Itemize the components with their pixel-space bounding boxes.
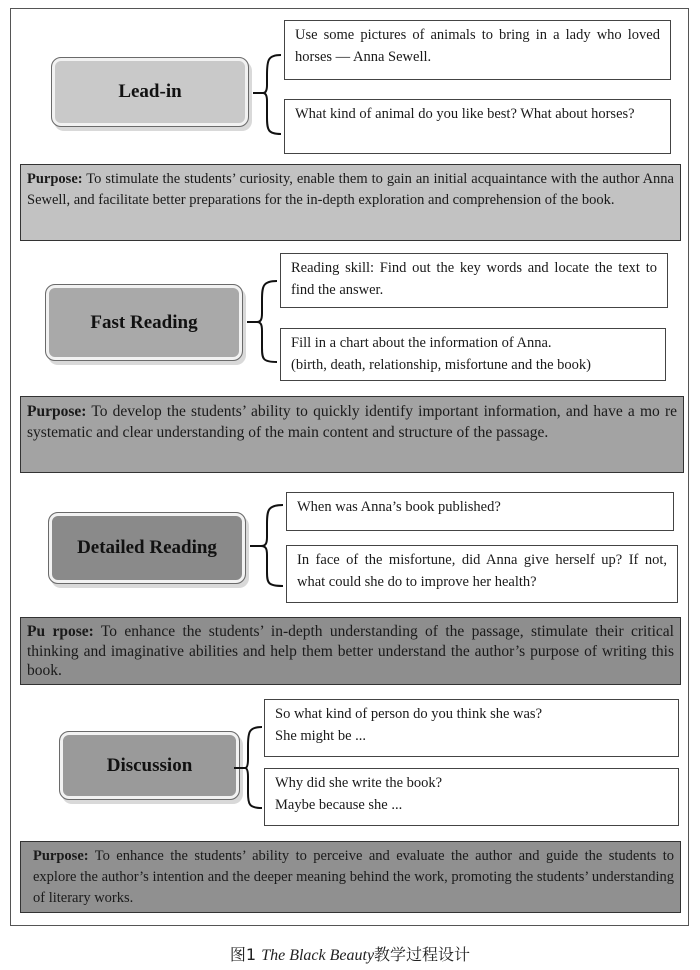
fast-reading-purpose [20,396,684,473]
question-line: She might be ... [275,728,367,744]
purpose-text: To stimulate the students’ curiosity, enable them to gain an initial acquaintance with the author Anna Sewell, and facilitate better preparations for the in-depth exploration and comprehension of the book. [27,171,674,208]
fast-reading-question-1: Reading skill: Find out the key words and locate the text to find the answer. [280,253,668,308]
detailed-reading-purpose [20,617,681,685]
discussion-purpose [20,841,681,913]
stage-detailed-reading: Detailed Reading [48,512,246,584]
purpose-text: To develop the students’ ability to quickly identify important information, and have a mo re systematic and clear understanding of the main content and structure of the passage. [27,403,677,441]
question-line: So what kind of person do you think she was? [275,706,543,722]
question-line: (birth, death, relationship, misfortune and the book) [291,357,591,373]
discussion-question-1 [264,699,679,757]
fast-reading-question-2 [280,328,666,381]
stage-discussion: Discussion [59,731,240,800]
purpose-text: To enhance the students’ ability to perceive and evaluate the author and guide the students to explore the author’s intention and the deeper meaning behind the work, promoting the students’ understanding of literary works. [33,848,674,906]
discussion-question-2 [264,768,679,826]
figure-caption [0,942,700,965]
purpose-text: To enhance the students’ in-depth understanding of the passage, stimulate their critical thinking and imaginative abilities and help them better understand the author’s purpose of writing this book. [27,623,674,679]
detailed-reading-question-1: When was Anna’s book published? [286,492,674,531]
caption-title: The Black Beauty [261,947,375,964]
caption-suffix: 教学过程设计 [374,945,471,964]
question-line: Maybe because she ... [275,797,403,813]
purpose-label: Pu rpose: [27,623,94,640]
question-line: Fill in a chart about the information of Anna. [291,335,552,351]
caption-prefix: 图1 [229,945,262,964]
detailed-reading-question-2: In face of the misfortune, did Anna give herself up? If not, what could she do to improve her health? [286,545,678,603]
lead-in-question-1: Use some pictures of animals to bring in a lady who loved horses — Anna Sewell. [284,20,671,80]
purpose-label: Purpose: [27,403,87,420]
purpose-label: Purpose: [33,848,89,864]
question-line: Why did she write the book? [275,775,443,791]
purpose-label: Purpose: [27,171,83,187]
lead-in-question-2: What kind of animal do you like best? What about horses? [284,99,671,154]
lead-in-purpose [20,164,681,241]
stage-lead-in: Lead-in [51,57,249,127]
stage-fast-reading: Fast Reading [45,284,243,361]
